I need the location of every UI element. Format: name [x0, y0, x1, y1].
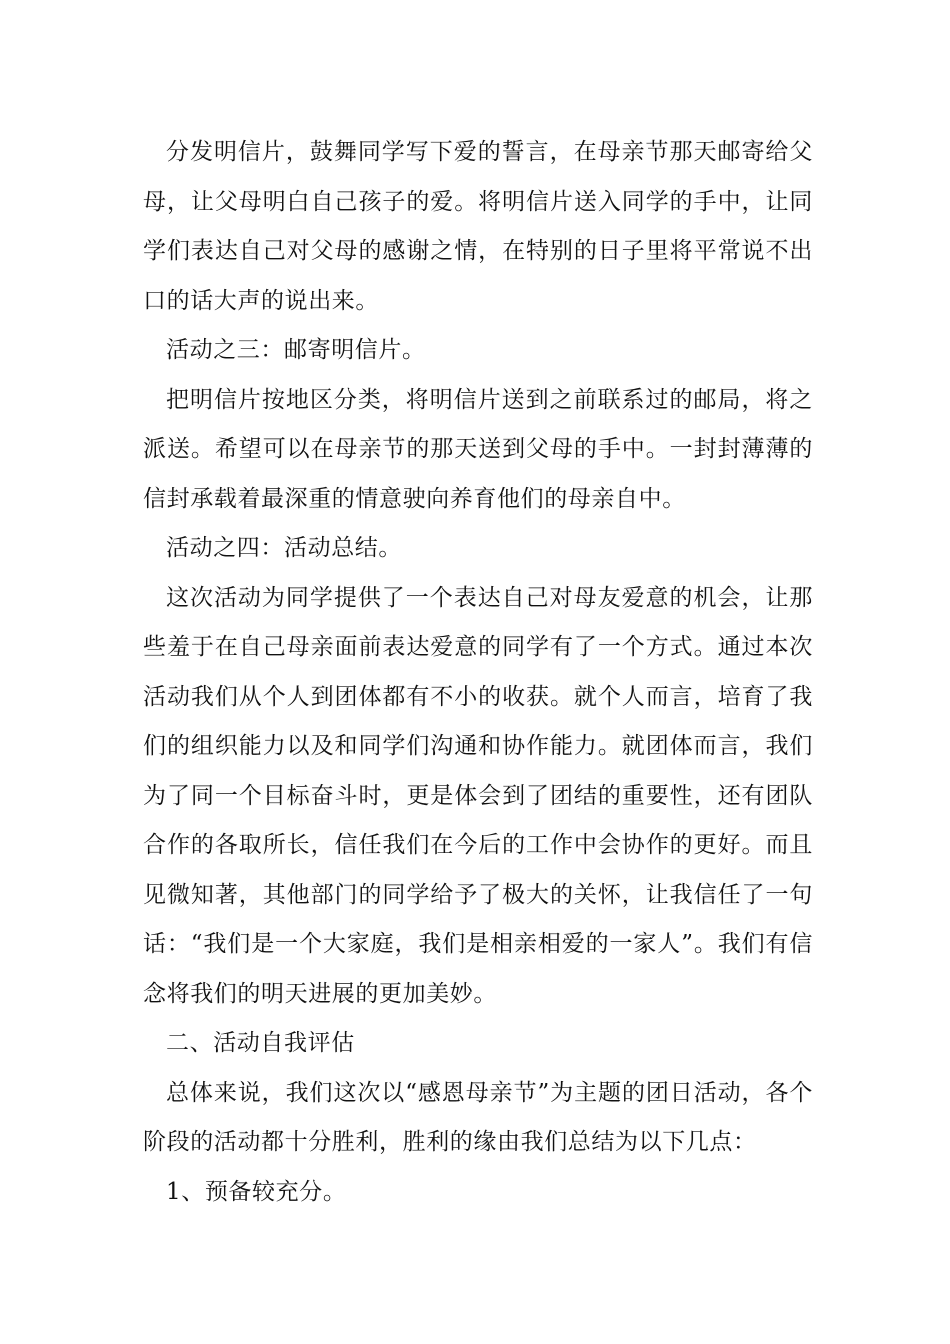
document-body: [143, 128, 813, 1217]
paragraph-activity-summary: 这次活动为同学提供了一个表达自己对母友爱意的机会，让那些羞于在自己母亲面前表达爱意的同学有了一个方式。通过本次活动我们从个人到团体都有不小的收获。就个人而言，培育了我们的组织能力以及和同学们沟通和协作能力。就团体而言，我们为了同一个目标奋斗时，更是体会到了团结的重要性，还有团队合作的各取所长，信任我们在今后的工作中会协作的更好。而且见微知著，其他部门的同学给予了极大的关怀，让我信任了一句话：“我们是一个大家庭，我们是相亲相爱的一家人”。我们有信念将我们的明天进展的更加美妙。: [143, 584, 813, 1007]
heading-self-evaluation: 二、活动自我评估: [166, 1030, 355, 1056]
heading-activity-four: 活动之四：活动总结。: [166, 535, 402, 561]
heading-activity-three: 活动之三：邮寄明信片。: [166, 337, 426, 363]
paragraph-postcard-distribution: 分发明信片，鼓舞同学写下爱的誓言，在母亲节那天邮寄给父母，让父母明白自己孩子的爱。将明信片送入同学的手中，让同学们表达自己对父母的感谢之情，在特别的日子里将平常说不出口的话大声的说出来。: [143, 139, 813, 314]
paragraph-overall-evaluation: 总体来说，我们这次以“感恩母亲节”为主题的团日活动，各个阶段的活动都十分胜利，胜利的缘由我们总结为以下几点：: [143, 1079, 813, 1155]
list-item-preparation: 1、预备较充分。: [166, 1178, 347, 1205]
paragraph-mailing-postcards: 把明信片按地区分类，将明信片送到之前联系过的邮局，将之派送。希望可以在母亲节的那天送到父母的手中。一封封薄薄的信封承载着最深重的情意驶向养育他们的母亲自中。: [143, 386, 813, 512]
